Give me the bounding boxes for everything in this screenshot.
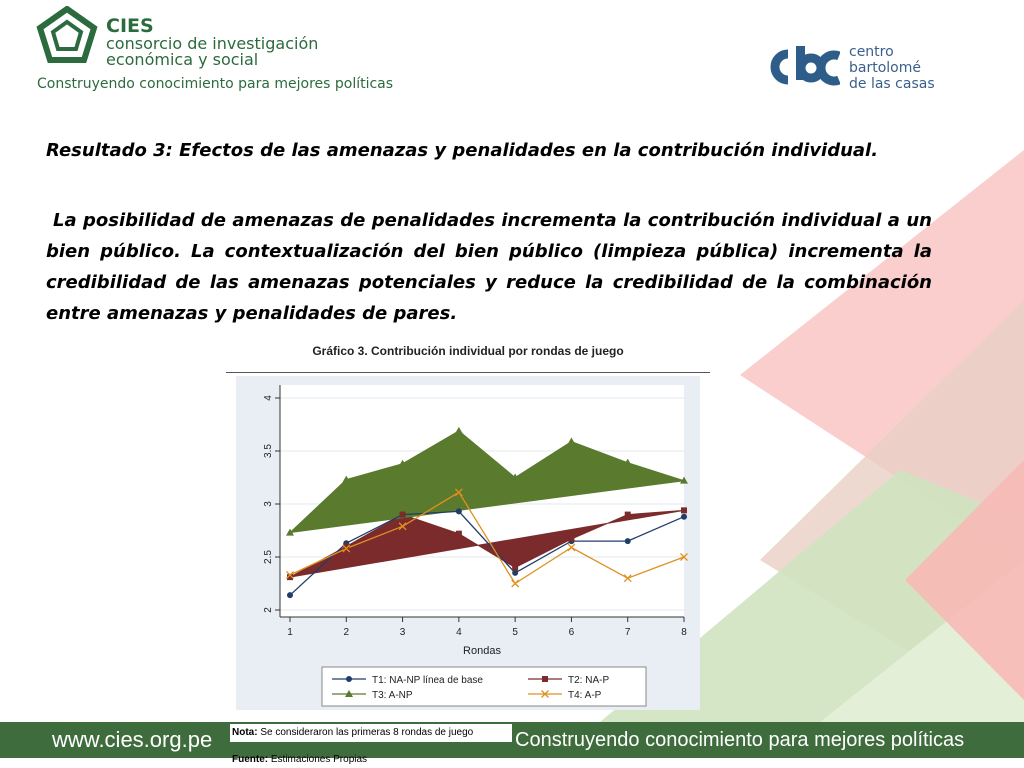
- data-point: [681, 514, 687, 520]
- cbc-name-line2: bartolomé: [849, 60, 921, 76]
- cies-slogan: Construyendo conocimiento para mejores políticas: [37, 76, 394, 92]
- chart-note: [232, 727, 473, 738]
- y-tick-label: 3: [263, 501, 274, 507]
- data-point: [512, 570, 518, 576]
- y-tick-label: 3.5: [263, 444, 274, 458]
- data-point: [456, 531, 462, 537]
- legend-label: T2: NA-P: [568, 675, 610, 686]
- cies-name: CIES: [106, 15, 154, 37]
- legend-label: T4: A-P: [568, 690, 602, 701]
- x-tick-label: 8: [681, 627, 687, 638]
- x-tick-label: 3: [399, 627, 406, 638]
- x-tick-label: 5: [512, 627, 518, 638]
- y-tick-label: 4: [263, 395, 274, 401]
- cies-subtitle-line1: consorcio de investigación: [106, 34, 319, 53]
- cies-subtitle-line2: económica y social: [106, 50, 259, 69]
- data-point: [400, 512, 406, 518]
- line-chart: [226, 374, 710, 720]
- x-tick-label: 2: [343, 627, 350, 638]
- y-tick-label: 2.5: [263, 550, 274, 564]
- chart-note-text: Se consideraron las primeras 8 rondas de juego: [257, 727, 474, 738]
- chart-title-rule: [226, 372, 710, 373]
- cbc-name-line1: centro: [849, 44, 894, 60]
- chart-source-label: Fuente:: [232, 754, 269, 765]
- data-point: [512, 565, 518, 571]
- x-tick-label: 6: [568, 627, 575, 638]
- x-axis-label: Rondas: [463, 645, 501, 657]
- chart-note-label: Nota:: [232, 727, 258, 738]
- result-heading: Resultado 3: Efectos de las amenazas y penalidades en la contribución individual.: [46, 140, 879, 161]
- data-point: [568, 536, 574, 542]
- chart-legend: [322, 667, 646, 706]
- result-paragraph-text: La posibilidad de amenazas de penalidades incrementa la contribución individual a un bien público. La contextualización del bien público (limpieza pública) incrementa la credibilidad de las amenazas potenciales y reduce la credibilidad de la combinación entre amenazas y penalidades de pares.: [46, 210, 932, 324]
- chart-title: Gráfico 3. Contribución individual por rondas de juego: [312, 344, 624, 358]
- cbc-logo-icon: [768, 44, 840, 90]
- data-point: [625, 538, 631, 544]
- data-point: [625, 512, 631, 518]
- x-tick-label: 1: [287, 627, 293, 638]
- x-tick-label: 4: [456, 627, 462, 638]
- chart-source-text: Estimaciones Propias: [268, 754, 368, 765]
- footer-url-link[interactable]: www.cies.org.pe: [52, 727, 213, 752]
- legend-swatch-marker: [346, 676, 352, 682]
- data-point: [287, 592, 293, 598]
- y-tick-label: 2: [263, 607, 274, 613]
- footer-slogan: Construyendo conocimiento para mejores políticas: [515, 729, 965, 751]
- result-paragraph: [46, 205, 932, 329]
- legend-label: T3: A-NP: [372, 690, 413, 701]
- cbc-name-line3: de las casas: [849, 76, 935, 92]
- chart-source: [232, 754, 367, 765]
- data-point: [456, 508, 462, 514]
- x-tick-label: 7: [624, 627, 631, 638]
- legend-label: T1: NA-NP línea de base: [372, 675, 483, 686]
- legend-swatch-marker: [542, 676, 548, 682]
- data-point: [681, 507, 687, 513]
- cies-logo-icon: [36, 6, 98, 66]
